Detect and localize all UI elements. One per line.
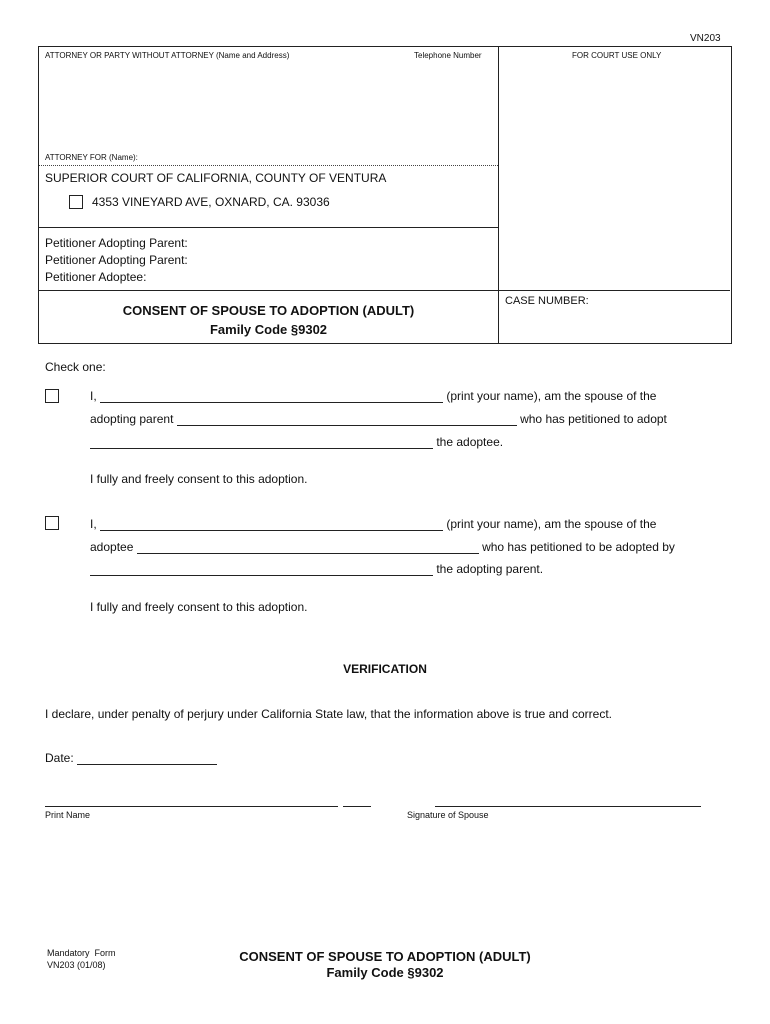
attorney-for-label: ATTORNEY FOR (Name): (45, 153, 138, 162)
court-address-checkbox[interactable] (69, 195, 83, 209)
petitioner-adoptee: Petitioner Adoptee: (45, 270, 147, 284)
signature-label: Signature of Spouse (407, 810, 489, 820)
footer-form-rev: VN203 (01/08) (47, 960, 106, 970)
option1-petitioned: who has petitioned to adopt (520, 412, 667, 426)
court-name: SUPERIOR COURT OF CALIFORNIA, COUNTY OF VENTURA (45, 171, 387, 185)
option2-adoptee: adoptee (90, 540, 134, 554)
option1-i: I, (90, 389, 97, 403)
option1-name-field[interactable] (100, 390, 443, 403)
option1-the-adoptee: the adoptee. (436, 435, 504, 449)
option1-line2 (90, 412, 667, 426)
telephone-label: Telephone Number (414, 51, 482, 60)
option1-consent: I fully and freely consent to this adoption. (90, 472, 308, 486)
verification-title: VERIFICATION (343, 662, 427, 676)
option1-print-name: (print your name), am the spouse of the (446, 389, 657, 403)
signature-line[interactable] (435, 806, 701, 807)
header-title: CONSENT OF SPOUSE TO ADOPTION (ADULT) (122, 303, 415, 318)
option1-line3 (90, 435, 503, 449)
check-one-label: Check one: (45, 360, 106, 374)
option2-checkbox[interactable] (45, 516, 59, 530)
option2-line2 (90, 540, 675, 554)
court-use-label: FOR COURT USE ONLY (572, 51, 662, 60)
option2-line1 (90, 517, 656, 531)
footer-title: CONSENT OF SPOUSE TO ADOPTION (ADULT) (239, 949, 531, 964)
declaration-text: I declare, under penalty of perjury under California State law, that the information above is true and correct. (45, 707, 612, 721)
date-field[interactable] (77, 752, 217, 765)
option2-i: I, (90, 517, 97, 531)
option2-consent: I fully and freely consent to this adoption. (90, 600, 308, 614)
footer-mandatory: Mandatory Form (47, 948, 116, 958)
date-label: Date: (45, 751, 74, 765)
case-number-label: CASE NUMBER: (505, 295, 589, 307)
attorney-label: ATTORNEY OR PARTY WITHOUT ATTORNEY (Name and Address) (45, 51, 290, 60)
court-divider (39, 227, 498, 228)
option1-parent-field[interactable] (177, 413, 517, 426)
option2-the-parent: the adopting parent. (436, 562, 544, 576)
print-name-line[interactable] (45, 806, 338, 807)
option2-line3 (90, 562, 543, 576)
date-row (45, 751, 217, 765)
option1-adopting-parent: adopting parent (90, 412, 174, 426)
form-id: VN203 (690, 33, 721, 44)
header-subtitle: Family Code §9302 (209, 322, 328, 337)
option2-parent-field[interactable] (90, 563, 433, 576)
option1-checkbox[interactable] (45, 389, 59, 403)
petitioner-adopting-parent-2: Petitioner Adopting Parent: (45, 253, 188, 267)
option1-adoptee-field[interactable] (90, 436, 433, 449)
petitioner-adopting-parent-1: Petitioner Adopting Parent: (45, 236, 188, 250)
print-name-label: Print Name (45, 810, 91, 820)
option2-petitioned: who has petitioned to be adopted by (482, 540, 675, 554)
footer-subtitle: Family Code §9302 (326, 965, 444, 980)
option1-line1 (90, 389, 656, 403)
option2-print-name: (print your name), am the spouse of the (446, 517, 657, 531)
option2-adoptee-field[interactable] (137, 541, 479, 554)
option2-name-field[interactable] (100, 518, 443, 531)
attorney-divider (39, 165, 498, 166)
court-address: 4353 VINEYARD AVE, OXNARD, CA. 93036 (92, 195, 330, 209)
print-name-line-short[interactable] (343, 806, 371, 807)
header-divider (498, 46, 499, 343)
title-divider (39, 290, 730, 291)
